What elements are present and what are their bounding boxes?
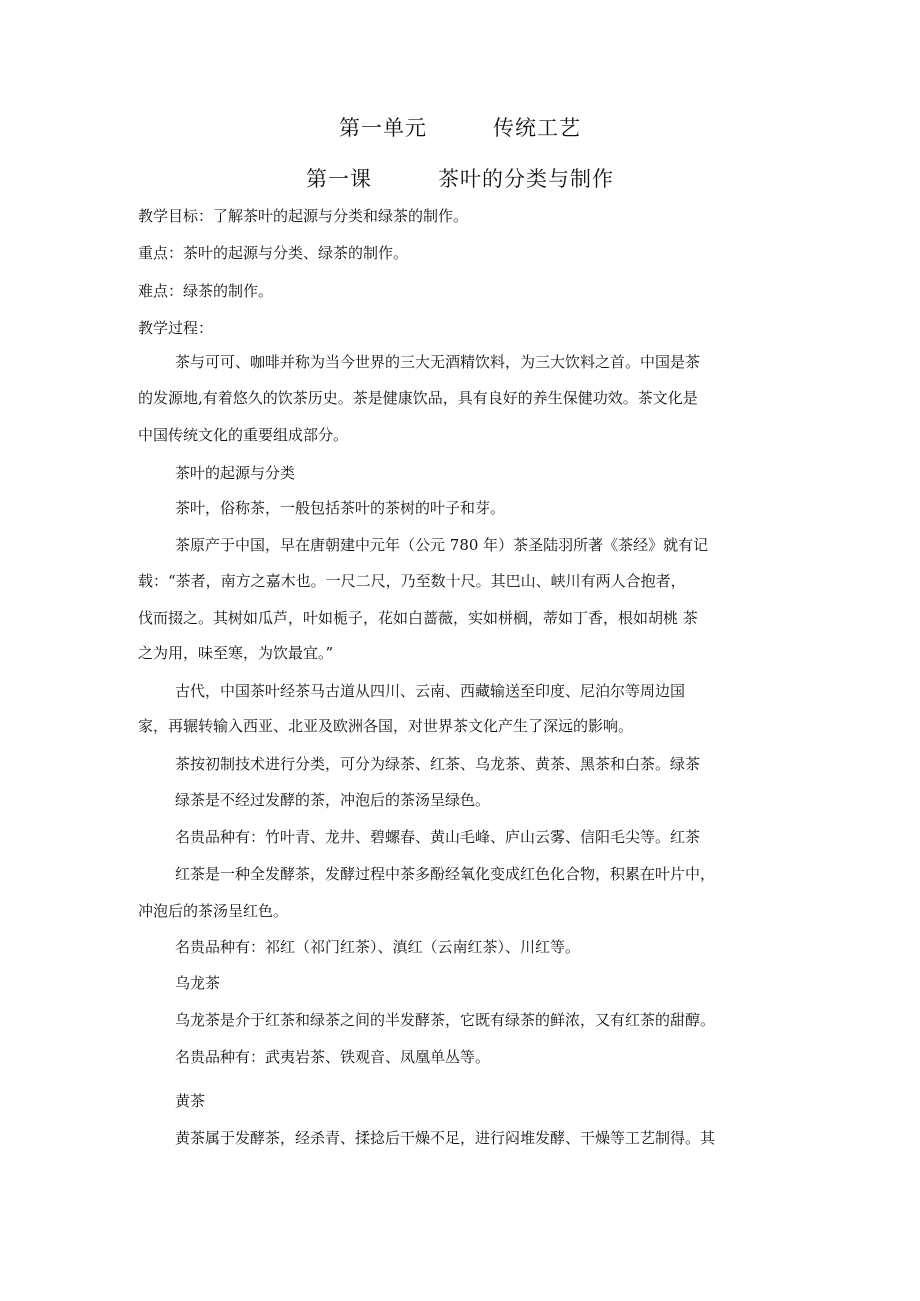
section-heading: 乌龙茶 [175,974,221,992]
paragraph-line: 中国传统文化的重要组成部分。 [138,426,349,444]
paragraph-line: 之为用，味至寒，为饮最宜。” [138,644,334,662]
teaching-process-label: 教学过程： [138,319,214,337]
paragraph-line: 伐而掇之。其树如瓜芦，叶如栀子，花如白蔷薇，实如栟榈，蒂如丁香，根如胡桃 茶 [138,609,698,627]
paragraph-line: 绿茶是不经过发酵的茶，冲泡后的茶汤呈绿色。 [175,791,491,809]
paragraph-line: 红茶是一种全发酵茶，发酵过程中茶多酚经氧化变成红色化合物，积累在叶片中， [175,865,716,883]
paragraph-line: 的发源地,有着悠久的饮茶历史。茶是健康饮品，具有良好的养生保健功效。茶文化是 [138,389,698,407]
paragraph-line: 茶按初制技术进行分类，可分为绿茶、红茶、乌龙茶、黄茶、黑茶和白茶。绿茶 [175,755,701,773]
key-points: 重点：茶叶的起源与分类、绿茶的制作。 [138,244,409,262]
section-heading: 黄茶 [175,1092,206,1110]
paragraph-line: 茶与可可、咖啡并称为当今世界的三大无酒精饮料，为三大饮料之首。中国是茶 [175,353,701,371]
paragraph-line: 名贵品种有：竹叶青、龙井、碧螺春、黄山毛峰、庐山云雾、信阳毛尖等。红茶 [175,828,701,846]
paragraph-line: 茶原产于中国，早在唐朝建中元年（公元 780 年）茶圣陆羽所著《茶经》就有记 [175,536,709,554]
paragraph-line: 黄茶属于发酵茶，经杀青、揉捻后干燥不足，进行闷堆发酵、干燥等工艺制得。其 [175,1129,716,1147]
paragraph-line: 茶叶，俗称茶，一般包括茶叶的茶树的叶子和芽。 [175,499,506,517]
teaching-goal: 教学目标：了解茶叶的起源与分类和绿茶的制作。 [138,207,469,225]
paragraph-line: 家，再辗转输入西亚、北亚及欧洲各国，对世界茶文化产生了深远的影响。 [138,717,634,735]
section-heading: 茶叶的起源与分类 [175,464,296,482]
paragraph-line: 名贵品种有：祁红（祁门红茶）、滇红（云南红茶）、川红等。 [175,938,581,956]
paragraph-line: 冲泡后的茶汤呈红色。 [138,902,289,920]
paragraph-line: 乌龙茶是介于红茶和绿茶之间的半发酵茶，它既有绿茶的鲜浓，又有红茶的甜醇。 [175,1011,716,1029]
paragraph-line: 名贵品种有：武夷岩茶、铁观音、凤凰单丛等。 [175,1048,491,1066]
paragraph-line: 载：“茶者，南方之嘉木也。一尺二尺，乃至数十尺。其巴山、峡川有两人合抱者， [138,572,686,590]
lesson-title: 第一课 茶叶的分类与制作 [306,167,614,191]
paragraph-line: 古代，中国茶叶经茶马古道从四川、云南、西藏输送至印度、尼泊尔等周边国 [175,682,686,700]
difficult-points: 难点：绿茶的制作。 [138,282,274,300]
unit-title: 第一单元 传统工艺 [339,116,581,140]
